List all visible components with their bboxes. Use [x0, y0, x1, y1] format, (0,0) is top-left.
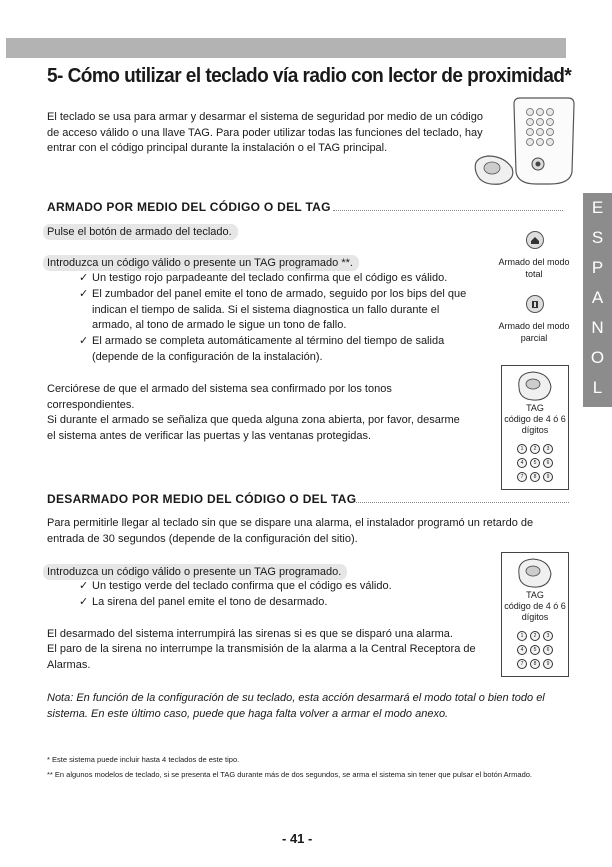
- key-icon: 2: [530, 444, 540, 454]
- checkmark-icon: ✓: [79, 580, 89, 592]
- key-icon: 3: [543, 444, 553, 454]
- side-tab-letter: O: [590, 348, 605, 367]
- code-label: código de 4 ó 6 dígitos: [504, 601, 566, 622]
- key-icon: 5: [530, 458, 540, 468]
- key-icon: 4: [517, 458, 527, 468]
- tag-fob-icon: [515, 369, 555, 403]
- arm-heading: ARMADO POR MEDIO DEL CÓDIGO O DEL TAG: [47, 200, 331, 214]
- disarm-step: Introduzca un código válido o presente un TAG programado.: [43, 564, 347, 580]
- header-bar: [6, 38, 566, 58]
- language-side-tab: [583, 193, 612, 407]
- disarm-check-2: ✓ La sirena del panel emite el tono de desarmado.: [92, 595, 472, 611]
- disarm-paragraph-2: El paro de la sirena no interrumpe la transmisión de la alarma a la Central Receptora de Alarmas.: [47, 643, 476, 671]
- disarm-paragraph-1: El desarmado del sistema interrumpirá las sirenas si es que se disparó una alarma.: [47, 628, 453, 640]
- arm-check-1: ✓ Un testigo rojo parpadeante del teclado confirma que el código es válido.: [92, 271, 482, 287]
- arm-step-2: Introduzca un código válido o presente un TAG programado **.: [43, 255, 359, 271]
- key-icon: 2: [530, 631, 540, 641]
- key-icon: 7: [517, 659, 527, 669]
- code-label: código de 4 ó 6 dígitos: [504, 414, 566, 435]
- checkmark-icon: ✓: [79, 335, 89, 347]
- note-paragraph: Nota: En función de la configuración de su teclado, esta acción desarmará el modo total o bien todo el sistema. En este último caso, puede que haga falta volver a armar el modo anexo.: [47, 692, 545, 720]
- key-icon: 9: [543, 659, 553, 669]
- disarm-check-1: ✓ Un testigo verde del teclado confirma que el código es válido.: [92, 579, 472, 595]
- key-icon: 9: [543, 472, 553, 482]
- key-icon: 7: [517, 472, 527, 482]
- key-icon: 8: [530, 472, 540, 482]
- page-number: - 41 -: [282, 831, 313, 846]
- arm-paragraph-1: Cerciórese de que el armado del sistema sea confirmado por los tonos correspondientes.: [47, 383, 392, 411]
- key-icon: 6: [543, 645, 553, 655]
- heading-dotted-rule: [333, 210, 563, 211]
- footnote-2: ** En algunos modelos de teclado, si se presenta el TAG durante más de dos segundos, se arma el sistema sin tener que pulsar el botón Armado.: [47, 770, 533, 779]
- arm-step-1: Pulse el botón de armado del teclado.: [43, 224, 238, 240]
- arm-check-3: ✓ El armado se completa automáticamente al término del tiempo de salida (depende de la configuración de la instalación).: [79, 335, 445, 363]
- tag-label: TAG: [526, 403, 544, 413]
- page-title: 5- Cómo utilizar el teclado vía radio con lector de proximidad*: [47, 64, 572, 87]
- keypad-illustration: [470, 96, 582, 192]
- arm-paragraph-2: Si durante el armado se señaliza que queda alguna zona abierta, por favor, desarme el sistema antes de verificar las puertas y las ventanas protegidas.: [47, 414, 460, 442]
- arm-check-2: ✓ El zumbador del panel emite el tono de armado, seguido por los bips del que indican el tiempo de salida. Si el sistema diagnostica un fallo durante el armado, al tono de armado le sigue un tono de fallo.: [79, 288, 467, 331]
- footnote-1: * Este sistema puede incluir hasta 4 teclados de este tipo.: [47, 755, 240, 764]
- disarm-heading: DESARMADO POR MEDIO DEL CÓDIGO O DEL TAG: [47, 492, 357, 506]
- key-icon: 4: [517, 645, 527, 655]
- mode-partial-caption: Armado del modo parcial: [498, 321, 570, 343]
- side-tab-letter: P: [591, 258, 604, 277]
- mode-total-caption: Armado del modo total: [498, 257, 570, 279]
- key-icon: 8: [530, 659, 540, 669]
- total-arm-button-icon: [526, 231, 544, 249]
- disarm-intro: Para permitirle llegar al teclado sin que se dispare una alarma, el instalador programó un retardo de entrada de 30 segundos (depende de la configuración del sitio).: [47, 517, 534, 545]
- side-tab-letter: E: [591, 198, 604, 217]
- key-icon: 6: [543, 458, 553, 468]
- tag-fob-icon: [515, 556, 555, 590]
- key-icon: 1: [517, 631, 527, 641]
- side-tab-letter: A: [591, 288, 604, 307]
- intro-paragraph: El teclado se usa para armar y desarmar el sistema de seguridad por medio de un código de acceso válido o una llave TAG. Para poder utilizar todas las funciones del teclado, hay entrar con el código principal durante la instalación o el TAG principal.: [47, 111, 483, 154]
- side-tab-letter: L: [592, 378, 603, 397]
- heading-dotted-rule: [356, 502, 569, 503]
- key-icon: 5: [530, 645, 540, 655]
- tag-code-box: [501, 365, 569, 490]
- key-icon: 3: [543, 631, 553, 641]
- checkmark-icon: ✓: [79, 596, 89, 608]
- checkmark-icon: ✓: [79, 272, 89, 284]
- side-tab-letter: N: [591, 318, 604, 337]
- partial-arm-button-icon: [526, 295, 544, 313]
- tag-code-box: [501, 552, 569, 677]
- side-tab-letter: S: [591, 228, 604, 247]
- checkmark-icon: ✓: [79, 288, 89, 300]
- key-icon: 1: [517, 444, 527, 454]
- tag-label: TAG: [526, 590, 544, 600]
